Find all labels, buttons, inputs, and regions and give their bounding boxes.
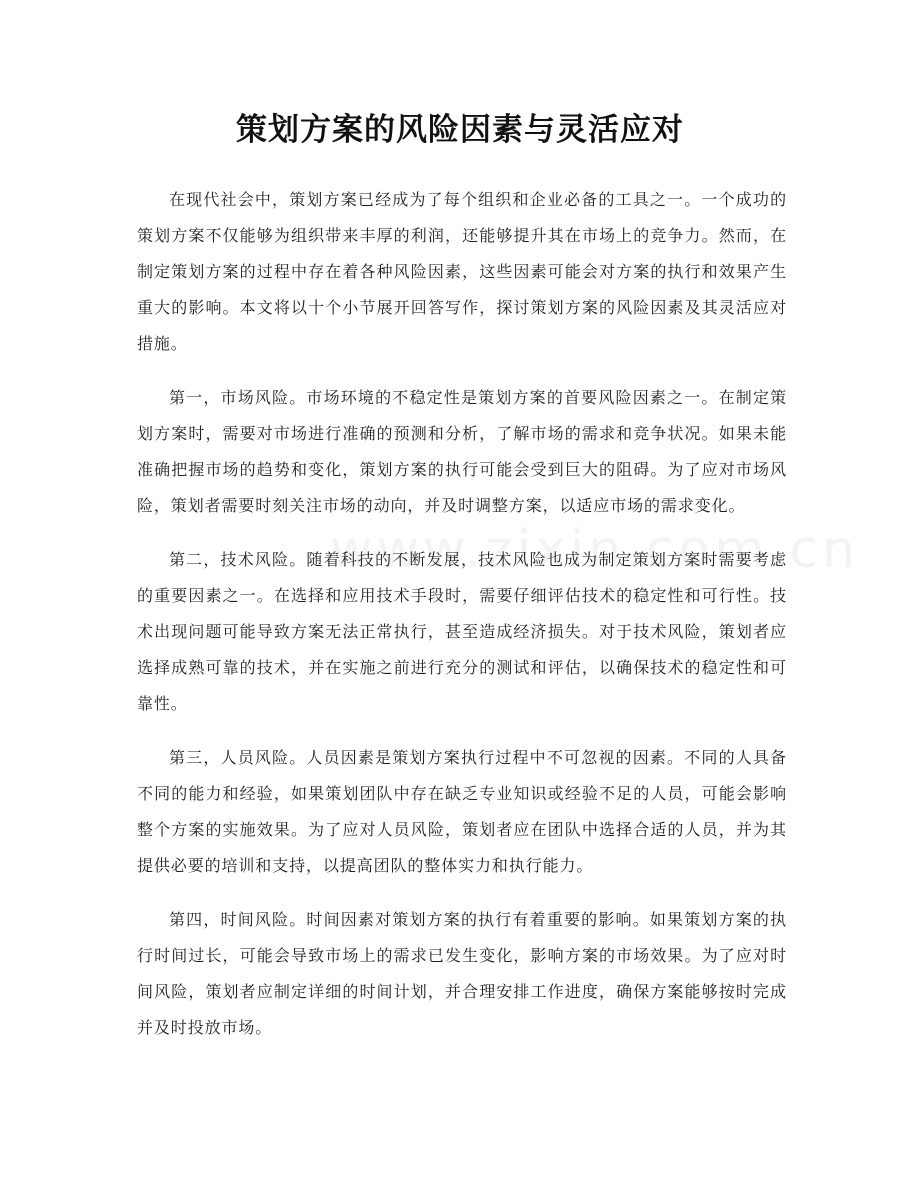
paragraph-market-risk: 第一，市场风险。市场环境的不稳定性是策划方案的首要风险因素之一。在制定策划方案时，需要对市场进行准确的预测和分析，了解市场的需求和竞争状况。如果未能准确把握市场的趋势和变化，策划方案的执行可能会受到巨大的阻碍。为了应对市场风险，策划者需要时刻关注市场的动向，并及时调整方案，以适应市场的需求变化。 bbox=[137, 388, 787, 515]
paragraph-time-risk: 第四，时间风险。时间因素对策划方案的执行有着重要的影响。如果策划方案的执行时间过长，可能会导致市场上的需求已发生变化，影响方案的市场效果。为了应对时间风险，策划者应制定详细的时间计划，并合理安排工作进度，确保方案能够按时完成并及时投放市场。 bbox=[137, 910, 787, 1037]
document-body bbox=[137, 182, 787, 1064]
paragraph-technology-risk: 第二，技术风险。随着科技的不断发展，技术风险也成为制定策划方案时需要考虑的重要因素之一。在选择和应用技术手段时，需要仔细评估技术的稳定性和可行性。技术出现问题可能导致方案无法正常执行，甚至造成经济损失。对于技术风险，策划者应选择成熟可靠的技术，并在实施之前进行充分的测试和评估，以确保技术的稳定性和可靠性。 bbox=[137, 550, 787, 713]
paragraph-personnel-risk: 第三，人员风险。人员因素是策划方案执行过程中不可忽视的因素。不同的人具备不同的能力和经验，如果策划团队中存在缺乏专业知识或经验不足的人员，可能会影响整个方案的实施效果。为了应对人员风险，策划者应在团队中选择合适的人员，并为其提供必要的培训和支持，以提高团队的整体实力和执行能力。 bbox=[137, 748, 787, 875]
paragraph-intro: 在现代社会中，策划方案已经成为了每个组织和企业必备的工具之一。一个成功的策划方案不仅能够为组织带来丰厚的利润，还能够提升其在市场上的竞争力。然而，在制定策划方案的过程中存在着各种风险因素，这些因素可能会对方案的执行和效果产生重大的影响。本文将以十个小节展开回答写作，探讨策划方案的风险因素及其灵活应对措施。 bbox=[137, 190, 787, 353]
document-title: 策划方案的风险因素与灵活应对 bbox=[236, 112, 684, 148]
